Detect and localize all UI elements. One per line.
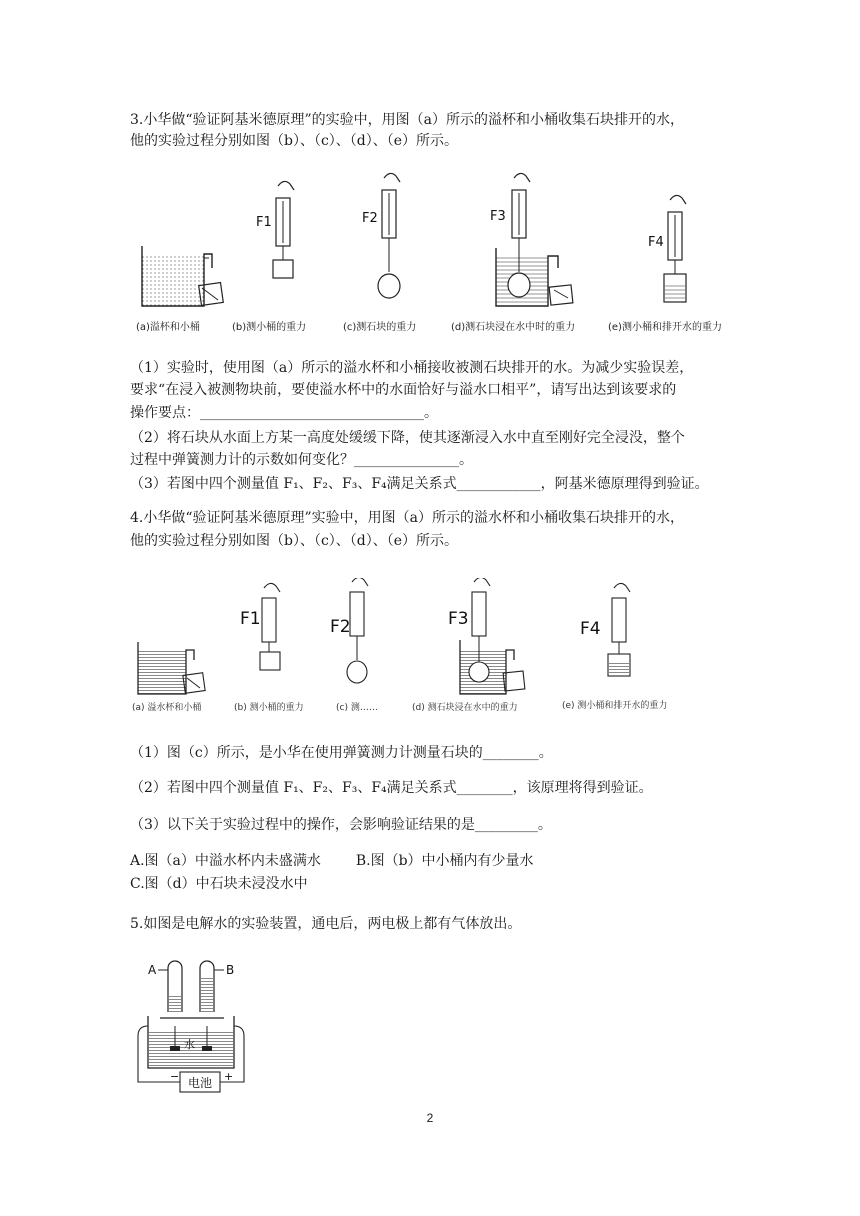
q3-label-f3: F3 [490, 209, 506, 224]
q3-part1-line2: 要求“在浸入被测物块前，要使溢水杯中的水面恰好与溢水口相平”，请写出达到该要求的 [130, 382, 677, 398]
q4-scale-d [448, 578, 525, 694]
q5-electrolysis-figure [130, 956, 260, 1096]
q3-label-f4: F4 [648, 235, 664, 250]
q3-part2-line1: （2）将石块从水面上方某一高度处缓缓下降，使其逐渐浸入水中直至刚好完全浸没，整个 [130, 430, 685, 446]
q4-part1: （1）图（c）所示，是小华在使用弹簧测力计测量石块的________。 [130, 745, 553, 761]
q5-intro: 5.如图是电解水的实验装置，通电后，两电极上都有气体放出。 [130, 916, 522, 932]
q3-scale-d [490, 173, 573, 306]
q5-water-label: 水 [184, 1038, 195, 1051]
q5-label-b: B [226, 963, 235, 977]
q4-label-f2: F2 [330, 617, 351, 637]
q4-scale-e [580, 583, 630, 676]
q4-intro-line1: 4.小华做“验证阿基米德原理”实验中，用图（a）所示的溢水杯和小桶收集石块排开的水， [130, 510, 685, 526]
q3-part3: （3）若图中四个测量值 F₁、F₂、F₃、F₄满足关系式____________，阿基米德原理得到验证。 [130, 476, 709, 492]
q3-part1-line3: 操作要点：________________________________。 [130, 405, 438, 421]
q4-caption-d: (d) 测石块浸在水中的重力 [412, 703, 518, 713]
q3-caption-c: (c)测石块的重力 [343, 322, 417, 333]
q4-option-a [130, 851, 534, 871]
q4-part2: （2）若图中四个测量值 F₁、F₂、F₃、F₄满足关系式________，该原理将得到验证。 [130, 780, 653, 796]
q3-scale-c [362, 173, 400, 298]
q3-part2-line2: 过程中弹簧测力计的示数如何变化？_______________。 [130, 452, 473, 468]
q4-label-f3: F3 [448, 609, 469, 629]
q3-label-f2: F2 [362, 211, 378, 226]
q5-minus-sign: − [170, 1070, 180, 1083]
q4-option-a-text: A.图（a）中溢水杯内未盛满水 [130, 853, 321, 869]
q4-caption-e: (e) 测小桶和排开水的重力 [562, 701, 668, 711]
q5-plus-sign: + [224, 1070, 234, 1083]
q3-part1-line1: （1）实验时，使用图（a）所示的溢水杯和小桶接收被测石块排开的水。为减少实验误差， [130, 360, 694, 376]
q3-intro-line1: 3.小华做“验证阿基米德原理”的实验中，用图（a）所示的溢杯和小桶收集石块排开的水， [130, 112, 685, 128]
q4-part3: （3）以下关于实验过程中的操作，会影响验证结果的是_________。 [130, 817, 552, 833]
q4-option-b-text: B.图（b）中小桶内有少量水 [355, 853, 534, 869]
q4-figure [130, 578, 680, 718]
q4-option-c: C.图（d）中石块未浸没水中 [130, 876, 308, 892]
q4-caption-a: (a) 溢水杯和小桶 [132, 703, 202, 713]
q3-caption-b: (b)测小桶的重力 [232, 322, 307, 333]
q4-label-f1: F1 [240, 609, 261, 629]
q3-label-f1: F1 [256, 215, 272, 230]
q3-scale-b [256, 181, 294, 278]
q3-scale-e [648, 195, 686, 302]
q5-label-a: A [148, 963, 157, 977]
q3-figure [130, 168, 760, 338]
q3-caption-e: (e)测小桶和排开水的重力 [608, 322, 722, 333]
q4-label-f4: F4 [580, 619, 601, 639]
q4-intro-line2: 他的实验过程分别如图（b）、（c）、（d）、（e）所示。 [130, 533, 459, 549]
q5-battery-label: 电池 [188, 1076, 213, 1090]
q3-caption-d: (d)测石块浸在水中时的重力 [451, 322, 576, 333]
q4-scale-c [330, 578, 368, 683]
q4-caption-b: (b) 测小桶的重力 [234, 703, 304, 713]
q4-overflow-cup [138, 642, 205, 694]
page-number: 2 [426, 1111, 434, 1125]
q3-caption-a: (a)溢杯和小桶 [136, 322, 200, 333]
q4-caption-c: (c) 测…… [336, 703, 378, 713]
q3-overflow-cup [142, 246, 223, 306]
q4-scale-b [240, 583, 280, 670]
q3-intro-line2: 他的实验过程分别如图（b）、（c）、（d）、（e）所示。 [130, 133, 459, 149]
